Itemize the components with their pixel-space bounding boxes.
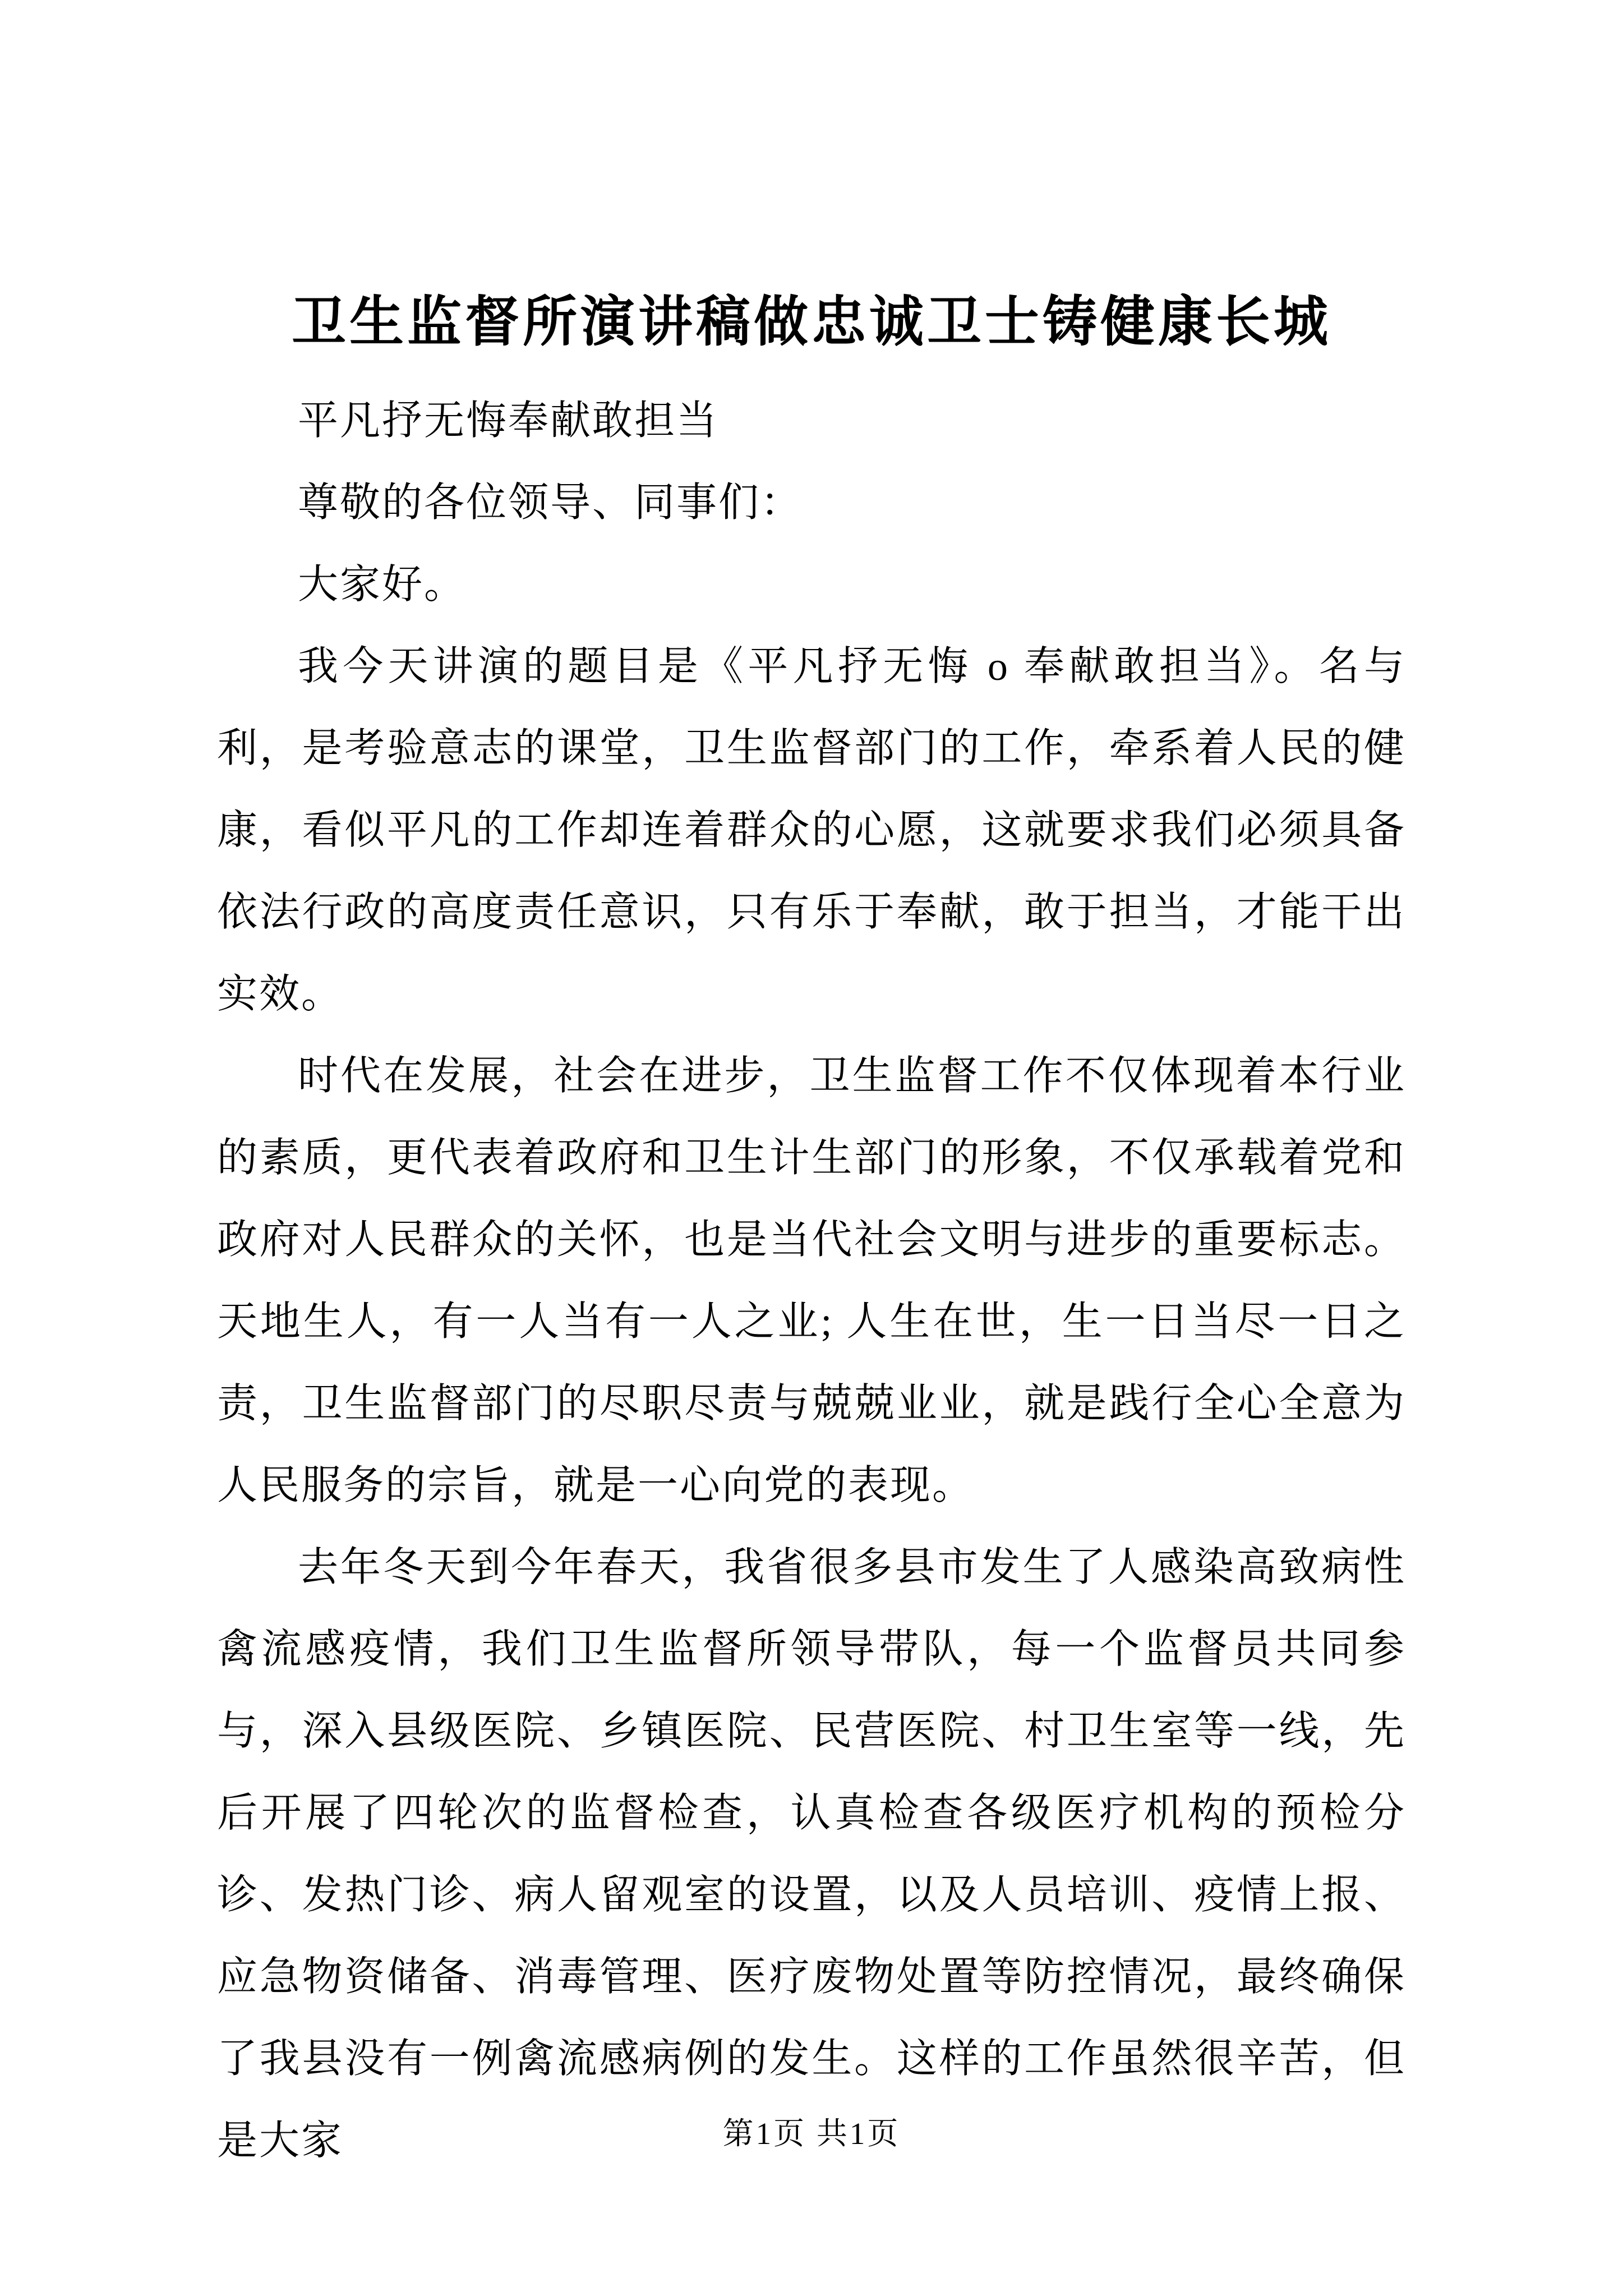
paragraph: 时代在发展，社会在进步，卫生监督工作不仅体现着本行业的素质，更代表着政府和卫生计生部门的形象，不仅承载着党和政府对人民群众的关怀，也是当代社会文明与进步的重要标志。天地生人，有一人当有一人之业; 人生在世，生一日当尽一日之责，卫生监督部门的尽职尽责与兢兢业业，就是践行全心全意为人民服务的宗旨，就是一心向党的表现。 [217, 1053, 1406, 1508]
paragraph-subtitle: 平凡抒无悔奉献敢担当 [298, 398, 719, 443]
page-number-text: 第1页 共1页 [722, 2116, 901, 2151]
page-footer [0, 2114, 1623, 2154]
paragraph: 我今天讲演的题目是《平凡抒无悔 o 奉献敢担当》。名与利，是考验意志的课堂，卫生监督部门的工作，牵系着人民的健康，看似平凡的工作却连着群众的心愿，这就要求我们必须具备依法行政的高度责任意识，只有乐于奉献，敢于担当，才能干出实效。 [217, 644, 1406, 1016]
paragraph-greeting: 大家好。 [298, 562, 467, 607]
paragraph: 去年冬天到今年春天，我省很多县市发生了人感染高致病性禽流感疫情，我们卫生监督所领导带队，每一个监督员共同参与，深入县级医院、乡镇医院、民营医院、村卫生室等一线，先后开展了四轮次的监督检查，认真检查各级医疗机构的预检分诊、发热门诊、病人留观室的设置，以及人员培训、疫情上报、应急物资储备、消毒管理、医疗废物处置等防控情况，最终确保了我县没有一例禽流感病例的发生。这样的工作虽然很辛苦，但是大家 [217, 1545, 1406, 2163]
document-title: 卫生监督所演讲稿做忠诚卫士铸健康长城 [292, 290, 1331, 353]
document-body [217, 380, 1406, 2182]
paragraph-salutation: 尊敬的各位领导、同事们： [298, 480, 803, 525]
